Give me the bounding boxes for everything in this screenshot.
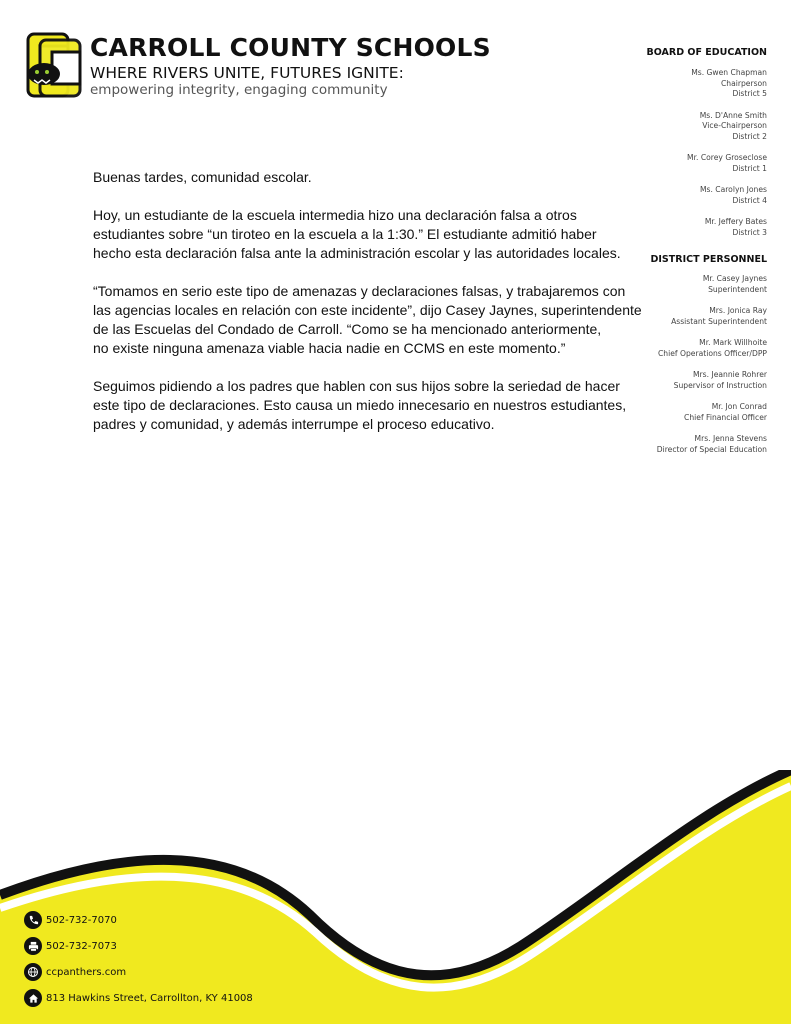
district-logo	[24, 30, 82, 102]
personnel-title: Supervisor of Instruction	[673, 380, 767, 390]
letter-greeting: Buenas tardes, comunidad escolar.	[93, 169, 312, 185]
globe-icon	[24, 963, 42, 981]
footer-phone[interactable]: 502-732-7070	[24, 911, 117, 929]
personnel-name: Mrs. Jeannie Rohrer	[693, 370, 767, 379]
district-tagline: WHERE RIVERS UNITE, FUTURES IGNITE:	[90, 64, 404, 82]
member-district: District 2	[732, 131, 767, 141]
personnel-title: Chief Financial Officer	[684, 412, 767, 422]
personnel-title: Director of Special Education	[656, 444, 767, 454]
member-district: District 5	[732, 89, 767, 98]
letter-body	[93, 168, 653, 453]
footer-wave	[0, 770, 791, 1024]
member-name: Mr. Corey Groseclose	[687, 153, 767, 162]
district-title: CARROLL COUNTY SCHOOLS	[90, 33, 491, 62]
board-member	[597, 111, 767, 143]
personnel-title: Chief Operations Officer/DPP	[658, 348, 767, 358]
fax-icon	[24, 937, 42, 955]
home-icon	[24, 989, 42, 1007]
member-district: District 3	[732, 227, 767, 237]
personnel-title: Superintendent	[708, 284, 767, 294]
member-district: District 4	[732, 195, 767, 205]
letter-paragraph-3: Seguimos pidiendo a los padres que hablen con sus hijos sobre la seriedad de hacer este tipo de declaraciones. Esto causa un miedo innecesario en nuestros estudiantes, padres y comunidad, y además interrumpe el proceso educativo.	[93, 378, 627, 432]
footer-address: 813 Hawkins Street, Carrollton, KY 41008	[24, 989, 253, 1007]
personnel-name: Mrs. Jenna Stevens	[694, 434, 767, 443]
phone-icon	[24, 911, 42, 929]
board-heading: BOARD OF EDUCATION	[646, 47, 767, 58]
member-name: Ms. Gwen Chapman	[691, 68, 767, 77]
personnel-heading: DISTRICT PERSONNEL	[650, 254, 767, 265]
personnel-name: Mr. Mark Willhoite	[699, 338, 767, 347]
letter-paragraph-2: “Tomamos en serio este tipo de amenazas y declaraciones falsas, y trabajaremos con las agencias locales en relación con este incidente”, dijo Casey Jaynes, superintendente de las Escuelas del Condado de Carroll. “Como se ha mencionado anteriormente, no existe ninguna amenaza viable hacia nadie en CCMS en este momento.”	[93, 283, 642, 356]
personnel-name: Mr. Jon Conrad	[711, 402, 767, 411]
member-district: District 1	[732, 163, 767, 173]
member-name: Ms. D'Anne Smith	[699, 110, 767, 120]
district-subtagline: empowering integrity, engaging community	[90, 82, 388, 98]
letter-paragraph-1: Hoy, un estudiante de la escuela intermedia hizo una declaración falsa a otros estudiantes sobre “un tiroteo en la escuela a la 1:30.” El estudiante admitió haber hecho esta declaración falsa ante la administración escolar y las autoridades locales.	[93, 207, 621, 261]
footer-fax[interactable]: 502-732-7073	[24, 937, 117, 955]
personnel-name: Mrs. Jonica Ray	[709, 306, 767, 315]
member-name: Mr. Jeffery Bates	[704, 217, 767, 226]
personnel-name: Mr. Casey Jaynes	[702, 274, 767, 283]
personnel-title: Assistant Superintendent	[671, 316, 767, 326]
footer-website[interactable]: ccpanthers.com	[24, 963, 126, 981]
member-name: Ms. Carolyn Jones	[699, 185, 767, 194]
board-member	[597, 68, 767, 100]
member-role: Vice-Chairperson	[702, 121, 767, 130]
member-role: Chairperson	[720, 78, 767, 88]
